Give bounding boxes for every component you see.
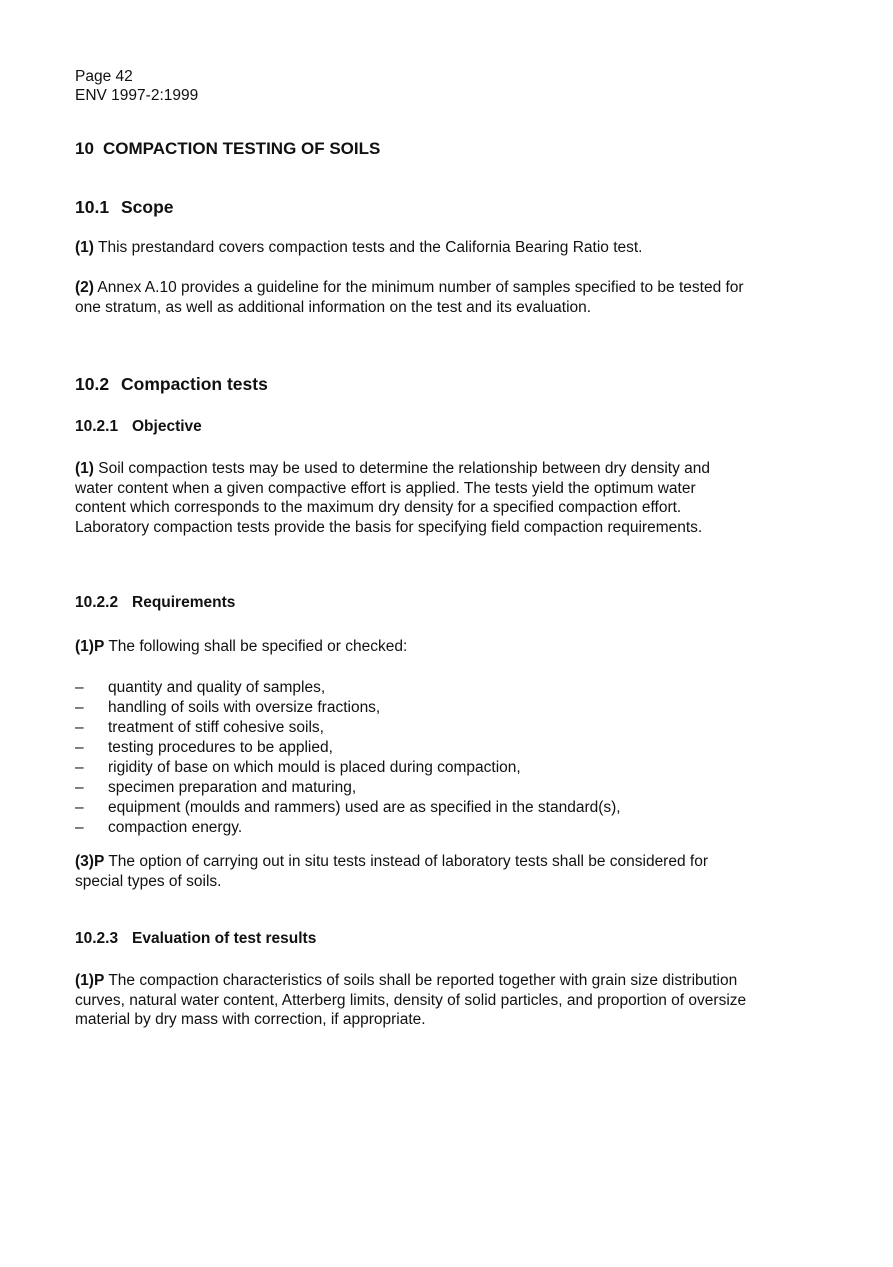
page-number: Page 42 (75, 68, 133, 85)
evaluation-paragraph-1 (75, 971, 750, 1030)
list-item-text: treatment of stiff cohesive soils, (108, 719, 324, 736)
scope-title: Scope (121, 197, 174, 217)
paragraph-text: The following shall be specified or checked: (108, 638, 408, 655)
list-item-text: rigidity of base on which mould is placed during compaction, (108, 759, 521, 776)
requirements-number: 10.2.2 (75, 594, 119, 611)
list-item (75, 678, 621, 698)
evaluation-title: Evaluation of test results (132, 930, 317, 947)
paragraph-text: The compaction characteristics of soils shall be reported together with grain size distribution curves, natural water content, Atterberg limits, density of solid particles, and proportion of oversize material by dry mass with correction, if appropriate. (75, 972, 747, 1028)
requirements-paragraph-1 (75, 637, 750, 657)
dash-marker: – (75, 719, 84, 736)
dash-marker: – (75, 679, 84, 696)
section-heading (75, 139, 380, 159)
list-item (75, 698, 621, 718)
list-item (75, 738, 621, 758)
dash-marker: – (75, 799, 84, 816)
paragraph-label: (1)P (75, 972, 105, 989)
scope-number: 10.1 (75, 197, 110, 217)
list-item (75, 798, 621, 818)
list-item (75, 778, 621, 798)
dash-marker: – (75, 759, 84, 776)
evaluation-heading (75, 930, 316, 948)
paragraph-label: (1) (75, 460, 94, 477)
scope-paragraph-2 (75, 278, 750, 317)
objective-paragraph-1 (75, 459, 750, 537)
paragraph-text: The option of carrying out in situ tests instead of laboratory tests shall be considered for special types of soils. (75, 853, 708, 890)
paragraph-text: Annex A.10 provides a guideline for the minimum number of samples specified to be tested for one stratum, as well as additional information on the test and its evaluation. (75, 279, 744, 316)
objective-number: 10.2.1 (75, 418, 119, 435)
page-header (75, 67, 198, 105)
compaction-heading (75, 374, 268, 395)
compaction-title: Compaction tests (121, 374, 268, 394)
section-title: COMPACTION TESTING OF SOILS (103, 139, 381, 158)
compaction-number: 10.2 (75, 374, 110, 394)
list-item (75, 818, 621, 838)
standard-code: ENV 1997-2:1999 (75, 87, 199, 104)
list-item-text: compaction energy. (108, 819, 243, 836)
paragraph-label: (1)P (75, 638, 105, 655)
list-item-text: quantity and quality of samples, (108, 679, 326, 696)
paragraph-label: (3)P (75, 853, 105, 870)
requirements-list (75, 678, 621, 838)
requirements-title: Requirements (132, 594, 236, 611)
list-item-text: specimen preparation and maturing, (108, 779, 357, 796)
dash-marker: – (75, 699, 84, 716)
paragraph-label: (2) (75, 279, 94, 296)
paragraph-label: (1) (75, 239, 94, 256)
paragraph-text: This prestandard covers compaction tests and the California Bearing Ratio test. (97, 239, 643, 256)
evaluation-number: 10.2.3 (75, 930, 119, 947)
dash-marker: – (75, 779, 84, 796)
objective-title: Objective (132, 418, 202, 435)
dash-marker: – (75, 819, 84, 836)
list-item (75, 758, 621, 778)
paragraph-text: Soil compaction tests may be used to determine the relationship between dry density and water content when a given compactive effort is applied. The tests yield the optimum water content which corresponds to the maximum dry density for a specified compaction effort. Laboratory compaction tests provide the basis for specifying field compaction requirements. (75, 460, 711, 536)
scope-paragraph-1 (75, 238, 750, 258)
list-item-text: handling of soils with oversize fractions, (108, 699, 381, 716)
list-item (75, 718, 621, 738)
section-number: 10 (75, 139, 94, 158)
scope-heading (75, 197, 174, 218)
objective-heading (75, 418, 202, 436)
dash-marker: – (75, 739, 84, 756)
list-item-text: testing procedures to be applied, (108, 739, 333, 756)
requirements-heading (75, 594, 235, 612)
list-item-text: equipment (moulds and rammers) used are as specified in the standard(s), (108, 799, 621, 816)
requirements-paragraph-3 (75, 852, 750, 891)
